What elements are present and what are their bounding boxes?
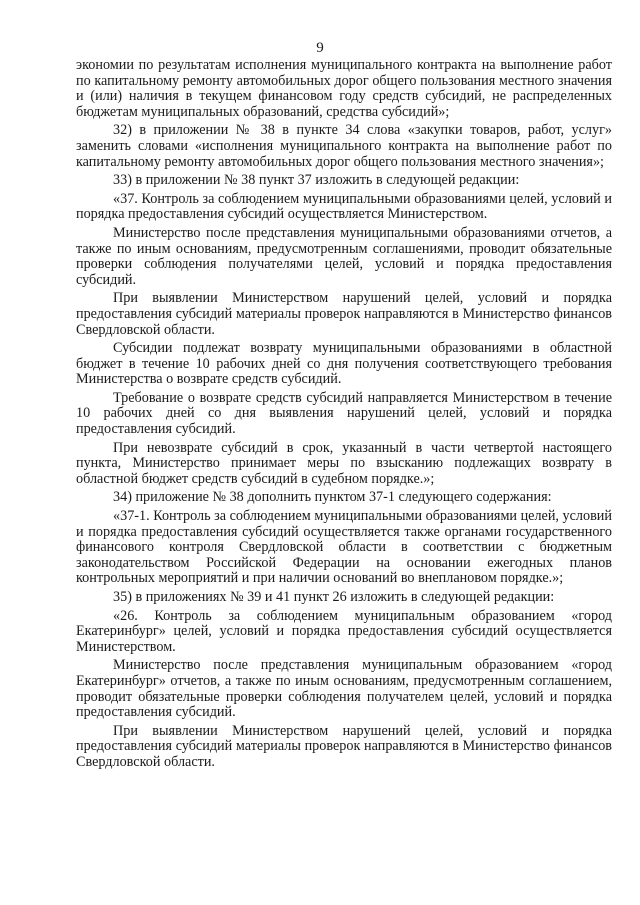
page-number: 9: [316, 40, 324, 56]
paragraph-item-32: 32) в приложении № 38 в пункте 34 слова «закупки товаров, работ, услуг» заменить словами «исполнения муниципального контракта на выполнение работ по капитальному ремонту автомобильных дорог общего пользования местного значения»;: [76, 122, 612, 170]
document-body: [76, 58, 612, 774]
paragraph-point-26: «26. Контроль за соблюдением муниципальным образованием «город Екатеринбург» целей, условий и порядка предоставления субсидий осуществляется Министерством.: [76, 607, 612, 655]
paragraph-refund: Субсидии подлежат возврату муниципальными образованиями в областной бюджет в течение 10 рабочих дней со дня получения соответствующего требования Министерства о возврате средств субсидий.: [76, 340, 612, 388]
paragraph-point-37-1: «37-1. Контроль за соблюдением муниципальными образованиями целей, условий и порядка предоставления субсидий осуществляется также органами государственного финансового контроля Свердловской области в соответствии с бюджетным законодательством Российской Федерации на основании ежегодных планов контрольных мероприятий и при наличии оснований во внеплановом порядке.»;: [76, 508, 612, 587]
paragraph-non-return: При невозврате субсидий в срок, указанный в части четвертой настоящего пункта, Министерство принимает меры по взысканию подлежащих возврату в областной бюджет средств субсидий в судебном порядке.»;: [76, 439, 612, 487]
paragraph-item-35: 35) в приложениях № 39 и 41 пункт 26 изложить в следующей редакции:: [113, 589, 555, 605]
paragraph-point-37: «37. Контроль за соблюдением муниципальными образованиями целей, условий и порядка предоставления субсидий осуществляется Министерством.: [76, 190, 612, 223]
paragraph-ministry-checks: Министерство после представления муниципальными образованиями отчетов, а также по иным основаниям, предусмотренным соглашениями, проводит обязательные проверки соблюдения получателями целей, условий и порядка предоставления субсидий.: [76, 224, 612, 288]
paragraph-refund-demand: Требование о возврате средств субсидий направляется Министерством в течение 10 рабочих дней со дня выявления нарушений целей, условий и порядка предоставления субсидий.: [76, 389, 612, 438]
paragraph-item-33: 33) в приложении № 38 пункт 37 изложить в следующей редакции:: [113, 172, 520, 189]
paragraph-ekb-checks: Министерство после представления муниципальным образованием «город Екатеринбург» отчетов, а также по иным основаниям, предусмотренным соглашением, проводит обязательные проверки соблюдения получателем целей, условий и порядка предоставления субсидий.: [76, 657, 612, 721]
paragraph-violations: При выявлении Министерством нарушений целей, условий и порядка предоставления субсидий материалы проверок направляются в Министерство финансов Свердловской области.: [76, 290, 612, 338]
paragraph-continuation: экономии по результатам исполнения муниципального контракта на выполнение работ по капитальному ремонту автомобильных дорог общего пользования местного значения и (или) наличия в текущем финансовом году средств субсидий, не распределенных бюджетам муниципальных образований, средства субсидий»;: [76, 57, 612, 120]
paragraph-item-34: 34) приложение № 38 дополнить пунктом 37-1 следующего содержания:: [113, 489, 552, 506]
paragraph-ekb-violations: При выявлении Министерством нарушений целей, условий и порядка предоставления субсидий материалы проверок направляются в Министерство финансов Свердловской области.: [76, 722, 612, 770]
